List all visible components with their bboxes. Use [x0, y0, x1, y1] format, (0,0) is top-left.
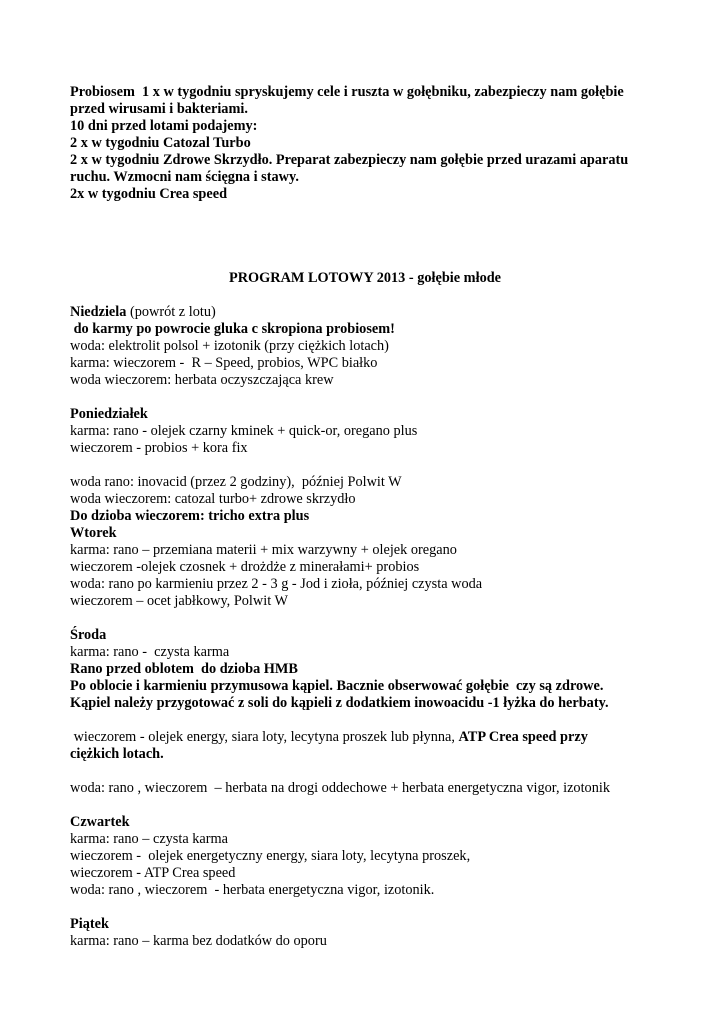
spacer [70, 899, 660, 916]
schedule-line: wieczorem - olejek energetyczny energy, siara loty, lecytyna proszek, [70, 848, 471, 864]
schedule-line [70, 729, 660, 746]
schedule-line: woda rano: inovacid (przez 2 godziny), później Polwit W [70, 474, 402, 490]
intro-line: Probiosem 1 x w tygodniu spryskujemy cele i ruszta w gołębniku, zabezpieczy nam gołębie [70, 84, 624, 100]
day-wednesday [70, 627, 660, 797]
schedule-line: karma: rano - olejek czarny kminek + quick-or, oregano plus [70, 423, 418, 439]
day-heading: Wtorek [70, 525, 117, 541]
spacer [70, 763, 660, 780]
day-tuesday [70, 525, 660, 610]
day-heading-note: (powrót z lotu) [126, 304, 216, 320]
intro-line: ruchu. Wzmocni nam ścięgna i stawy. [70, 169, 299, 185]
schedule-line: karma: rano – czysta karma [70, 831, 228, 847]
schedule-line: do karmy po powrocie gluka c skropiona probiosem! [70, 321, 395, 337]
program-title: PROGRAM LOTOWY 2013 - gołębie młode [228, 270, 502, 286]
day-heading-line [70, 304, 660, 321]
schedule-line: Kąpiel należy przygotować z soli do kąpieli z dodatkiem inowoacidu -1 łyżka do herbaty. [70, 695, 609, 711]
schedule-line: Rano przed oblotem do dzioba HMB [70, 661, 298, 677]
spacer [70, 457, 660, 474]
spacer [70, 712, 660, 729]
spacer [70, 203, 660, 270]
intro-line: 2 x w tygodniu Catozal Turbo [70, 135, 251, 151]
schedule-line: karma: rano – przemiana materii + mix warzywny + olejek oregano [70, 542, 457, 558]
day-heading: Czwartek [70, 814, 130, 830]
day-heading: Poniedziałek [70, 406, 148, 422]
schedule-line: Do dzioba wieczorem: tricho extra plus [70, 508, 310, 524]
schedule-line: woda: elektrolit polsol + izotonik (przy ciężkich lotach) [70, 338, 389, 354]
intro-section [70, 84, 660, 203]
schedule-line: wieczorem -olejek czosnek + drożdże z minerałami+ probios [70, 559, 420, 575]
day-sunday [70, 304, 660, 389]
document-page [70, 84, 660, 950]
schedule-line: woda: rano , wieczorem - herbata energetyczna vigor, izotonik. [70, 882, 435, 898]
spacer [70, 287, 660, 304]
schedule-line: wieczorem – ocet jabłkowy, Polwit W [70, 593, 288, 609]
intro-line: przed wirusami i bakteriami. [70, 101, 248, 117]
spacer [70, 797, 660, 814]
spacer [70, 610, 660, 627]
schedule-line: wieczorem - probios + kora fix [70, 440, 248, 456]
schedule-line: karma: rano - czysta karma [70, 644, 230, 660]
schedule-line: ciężkich lotach. [70, 746, 164, 762]
schedule-line: karma: wieczorem - R – Speed, probios, WPC białko [70, 355, 378, 371]
spacer [70, 389, 660, 406]
schedule-line: woda: rano , wieczorem – herbata na drogi oddechowe + herbata energetyczna vigor, izotonik [70, 780, 610, 796]
day-friday [70, 916, 660, 950]
day-heading: Środa [70, 627, 107, 643]
schedule-emphasis: ATP Crea speed przy [458, 729, 588, 745]
intro-line: 2x w tygodniu Crea speed [70, 186, 228, 202]
day-monday [70, 406, 660, 525]
intro-line: 10 dni przed lotami podajemy: [70, 118, 258, 134]
schedule-line: Po oblocie i karmieniu przymusowa kąpiel. Bacznie obserwować gołębie czy są zdrowe. [70, 678, 604, 694]
schedule-text: wieczorem - olejek energy, siara loty, lecytyna proszek lub płynna, [70, 729, 459, 745]
schedule-line: karma: rano – karma bez dodatków do oporu [70, 933, 327, 949]
schedule-line: woda wieczorem: catozal turbo+ zdrowe skrzydło [70, 491, 356, 507]
schedule-line: woda wieczorem: herbata oczyszczająca krew [70, 372, 334, 388]
day-thursday [70, 814, 660, 899]
day-heading: Niedziela [70, 304, 127, 320]
schedule-line: woda: rano po karmieniu przez 2 - 3 g - Jod i zioła, później czysta woda [70, 576, 483, 592]
day-heading: Piątek [70, 916, 109, 932]
intro-line: 2 x w tygodniu Zdrowe Skrzydło. Preparat zabezpieczy nam gołębie przed urazami aparatu [70, 152, 629, 168]
schedule-line: wieczorem - ATP Crea speed [70, 865, 236, 881]
